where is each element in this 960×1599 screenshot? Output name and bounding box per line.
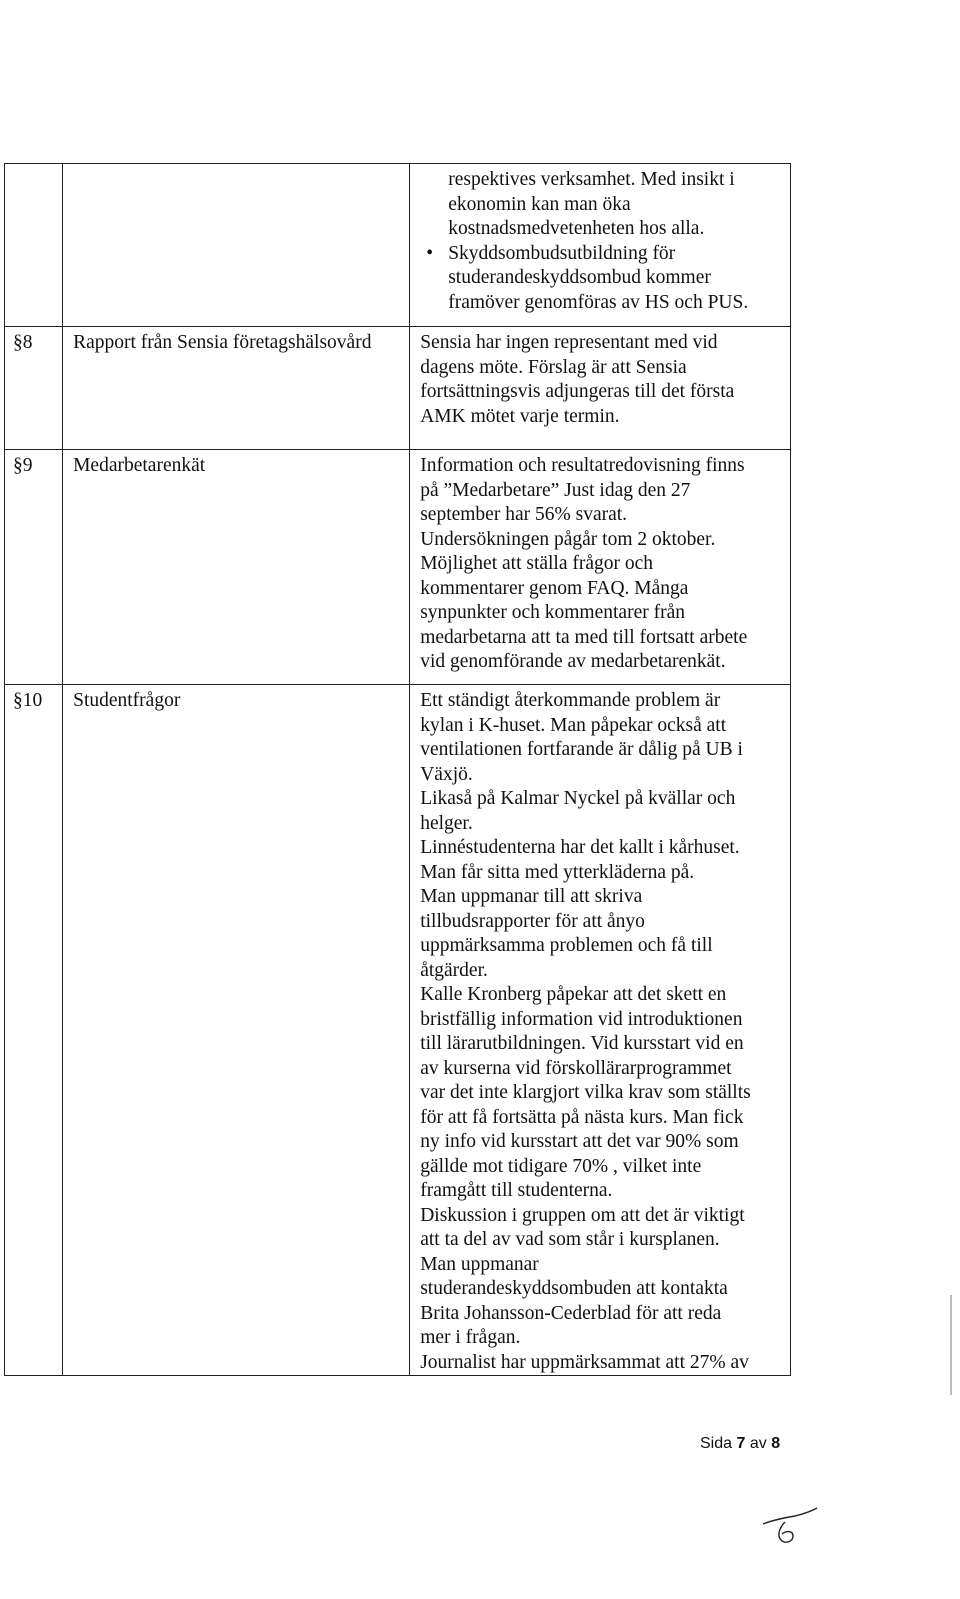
subject-cell: [63, 327, 410, 450]
text-line: var det inte klargjort vilka krav som ställts: [420, 1082, 751, 1103]
paragraph-number: §10: [13, 690, 43, 711]
text-line: Man får sitta med ytterkläderna på.: [420, 861, 695, 883]
text-line: kommentarer genom FAQ. Många: [420, 577, 689, 599]
text-cell: [410, 164, 791, 327]
subject-cell: [63, 164, 410, 327]
text-line: Möjlighet att ställa frågor och: [420, 553, 654, 574]
handwritten-initials: [755, 1500, 825, 1560]
text-line: bristfällig information vid introduktionen: [420, 1008, 743, 1030]
subject-label: Rapport från Sensia företagshälsovård: [73, 332, 372, 353]
page-number-prefix: Sida: [700, 1435, 733, 1452]
list-item: [448, 242, 786, 316]
text-line: Brita Johansson-Cederblad för att reda: [420, 1302, 722, 1324]
text-line: framöver genomföras av HS och PUS.: [448, 291, 749, 313]
text-line: vid genomförande av medarbetarenkät.: [420, 651, 726, 672]
text-line: september har 56% svarat.: [420, 504, 628, 525]
text-cell: [410, 685, 791, 1376]
text-line: Diskussion i gruppen om att det är viktigt: [420, 1204, 745, 1226]
table-row: [5, 164, 791, 327]
subject-cell: [63, 450, 410, 685]
table-row: [5, 327, 791, 450]
text-line: till lärarutbildningen. Vid kursstart vid en: [420, 1033, 744, 1054]
paragraph-number: §9: [13, 455, 33, 476]
text-line: gällde mot tidigare 70% , vilket inte: [420, 1155, 702, 1177]
text-line: tillbudsrapporter för att ånyo: [420, 910, 645, 932]
paragraph-number: §8: [13, 332, 33, 353]
table-row: [5, 450, 791, 685]
text-line: Undersökningen pågår tom 2 oktober.: [420, 528, 716, 550]
text-line: kostnadsmedvetenheten hos alla.: [448, 218, 705, 239]
paragraph-number-cell: [5, 327, 63, 450]
text-line: på ”Medarbetare” Just idag den 27: [420, 479, 691, 501]
text-line: Växjö.: [420, 763, 473, 785]
text-line: ventilationen fortfarande är dålig på UB i: [420, 739, 743, 760]
text-line: medarbetarna att ta med till fortsatt arbete: [420, 626, 748, 648]
text-line: kylan i K-huset. Man påpekar också att: [420, 714, 727, 736]
page-number-total: 8: [771, 1435, 781, 1452]
text-line: Information och resultatredovisning finns: [420, 455, 745, 476]
text-line: ekonomin kan man öka: [448, 193, 631, 215]
text-line: Man uppmanar: [420, 1253, 539, 1275]
text-cell: [410, 327, 791, 450]
text-line: för att få fortsätta på nästa kurs. Man fick: [420, 1106, 744, 1128]
text-line: Sensia har ingen representant med vid: [420, 332, 718, 353]
paragraph-number-cell: [5, 450, 63, 685]
text-line: dagens möte. Förslag är att Sensia: [420, 356, 687, 378]
text-line: ny info vid kursstart att det var 90% som: [420, 1131, 739, 1152]
paragraph-number-cell: [5, 164, 63, 327]
text-line: Linnéstudenterna har det kallt i kårhuset.: [420, 837, 740, 858]
minutes-table: [4, 163, 791, 1376]
text-line: framgått till studenterna.: [420, 1180, 613, 1201]
text-line: fortsättningsvis adjungeras till det första: [420, 381, 735, 402]
text-line: åtgärder.: [420, 959, 488, 981]
text-line: respektives verksamhet. Med insikt i: [448, 169, 735, 190]
text-line: uppmärksamma problemen och få till: [420, 935, 713, 956]
scan-edge-line: [950, 1295, 952, 1395]
text-line: Journalist har uppmärksammat att 27% av: [420, 1351, 749, 1373]
paragraph-number-cell: [5, 685, 63, 1376]
text-line: AMK mötet varje termin.: [420, 405, 620, 427]
text-line: Kalle Kronberg påpekar att det skett en: [420, 984, 727, 1005]
subject-label: Studentfrågor: [73, 690, 181, 711]
page-number-current: 7: [736, 1435, 746, 1452]
subject-label: Medarbetarenkät: [73, 455, 206, 476]
text-line: Ett ständigt återkommande problem är: [420, 690, 721, 711]
subject-cell: [63, 685, 410, 1376]
continued-text: [420, 168, 786, 242]
text-line: Man uppmanar till att skriva: [420, 886, 643, 907]
text-line: mer i frågan.: [420, 1327, 521, 1348]
text-line: helger.: [420, 812, 473, 834]
table-row: [5, 685, 791, 1376]
text-line: studerandeskyddsombud kommer: [448, 267, 711, 288]
text-cell: [410, 450, 791, 685]
text-line: synpunkter och kommentarer från: [420, 602, 685, 623]
text-line: Likaså på Kalmar Nyckel på kvällar och: [420, 788, 736, 809]
text-line: att ta del av vad som står i kursplanen.: [420, 1229, 720, 1250]
bullet-list: [420, 242, 786, 316]
text-line: studerandeskyddsombuden att kontakta: [420, 1278, 728, 1299]
text-line: Skyddsombudsutbildning för: [448, 242, 676, 264]
page-number: [700, 1435, 780, 1453]
text-line: av kurserna vid förskollärarprogrammet: [420, 1057, 732, 1079]
page-number-separator: av: [749, 1435, 767, 1452]
